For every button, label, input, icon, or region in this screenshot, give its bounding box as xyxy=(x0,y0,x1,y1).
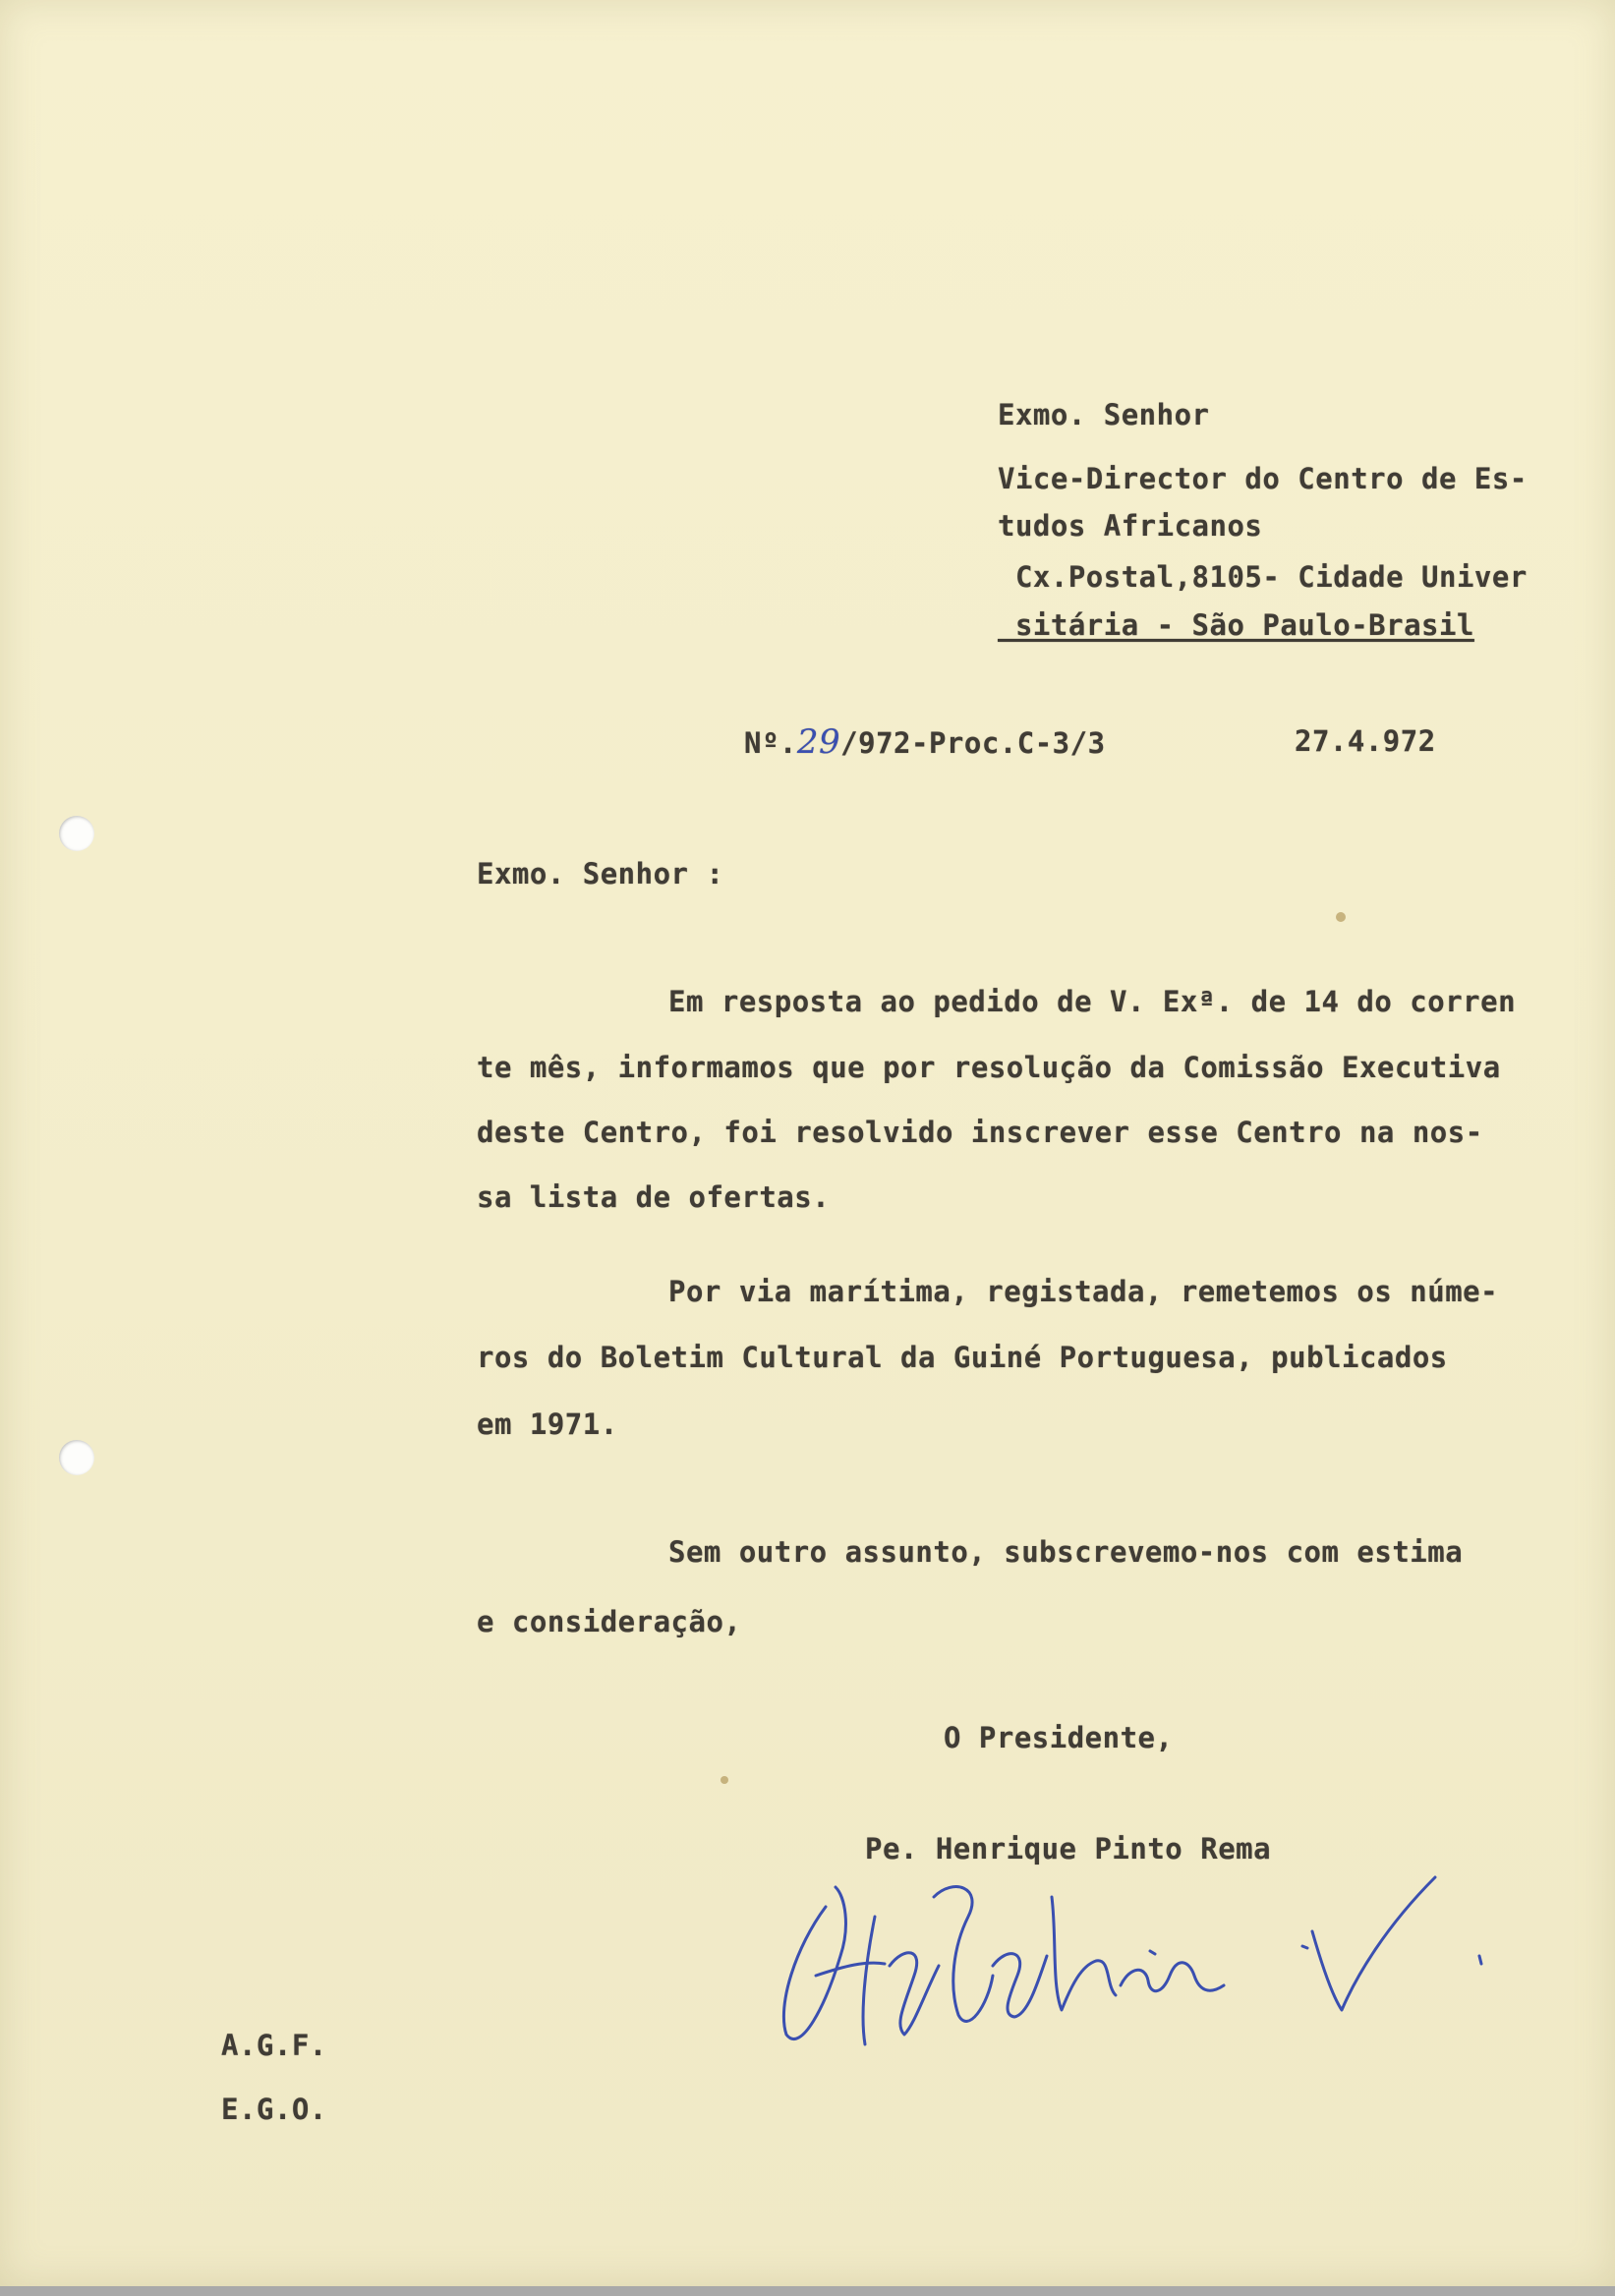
paper-stain xyxy=(721,1776,728,1784)
reference-suffix: /972-Proc.C-3/3 xyxy=(840,726,1106,760)
body-line: te mês, informamos que por resolução da Comissão Executiva xyxy=(477,1051,1501,1084)
typist-initials: E.G.O. xyxy=(221,2093,327,2126)
closing-line: e consideração, xyxy=(477,1605,742,1638)
body-line: Em resposta ao pedido de V. Exª. de 14 do corren xyxy=(668,985,1517,1018)
reference-prefix: Nº. xyxy=(744,726,797,760)
punch-hole-bottom xyxy=(59,1440,94,1475)
recipient-line: Cx.Postal,8105- Cidade Univer xyxy=(998,560,1528,594)
signoff-name: Pe. Henrique Pinto Rema xyxy=(865,1832,1272,1866)
recipient-line: tudos Africanos xyxy=(998,509,1263,543)
body-line: deste Centro, foi resolvido inscrever esse Centro na nos- xyxy=(477,1116,1483,1149)
body-line: em 1971. xyxy=(477,1407,618,1441)
closing-line: Sem outro assunto, subscrevemo-nos com estima xyxy=(668,1535,1464,1569)
reference-line xyxy=(744,722,1106,762)
letter-date: 27.4.972 xyxy=(1295,724,1436,758)
paper-stain xyxy=(1336,912,1346,922)
body-line: Por via marítima, registada, remetemos os núme- xyxy=(668,1275,1499,1308)
body-line: ros do Boletim Cultural da Guiné Portuguesa, publicados xyxy=(477,1341,1448,1374)
signoff-title: O Presidente, xyxy=(944,1721,1174,1754)
recipient-line: Vice-Director do Centro de Es- xyxy=(998,462,1528,495)
body-line: sa lista de ofertas. xyxy=(477,1180,831,1214)
typist-initials: A.G.F. xyxy=(221,2029,327,2062)
punch-hole-top xyxy=(59,816,94,851)
handwritten-reference-number: 29 xyxy=(796,722,841,762)
greeting: Exmo. Senhor : xyxy=(477,857,724,890)
handwritten-signature xyxy=(757,1838,1504,2064)
recipient-salutation: Exmo. Senhor xyxy=(998,398,1210,431)
recipient-line: sitária - São Paulo-Brasil xyxy=(998,608,1474,642)
